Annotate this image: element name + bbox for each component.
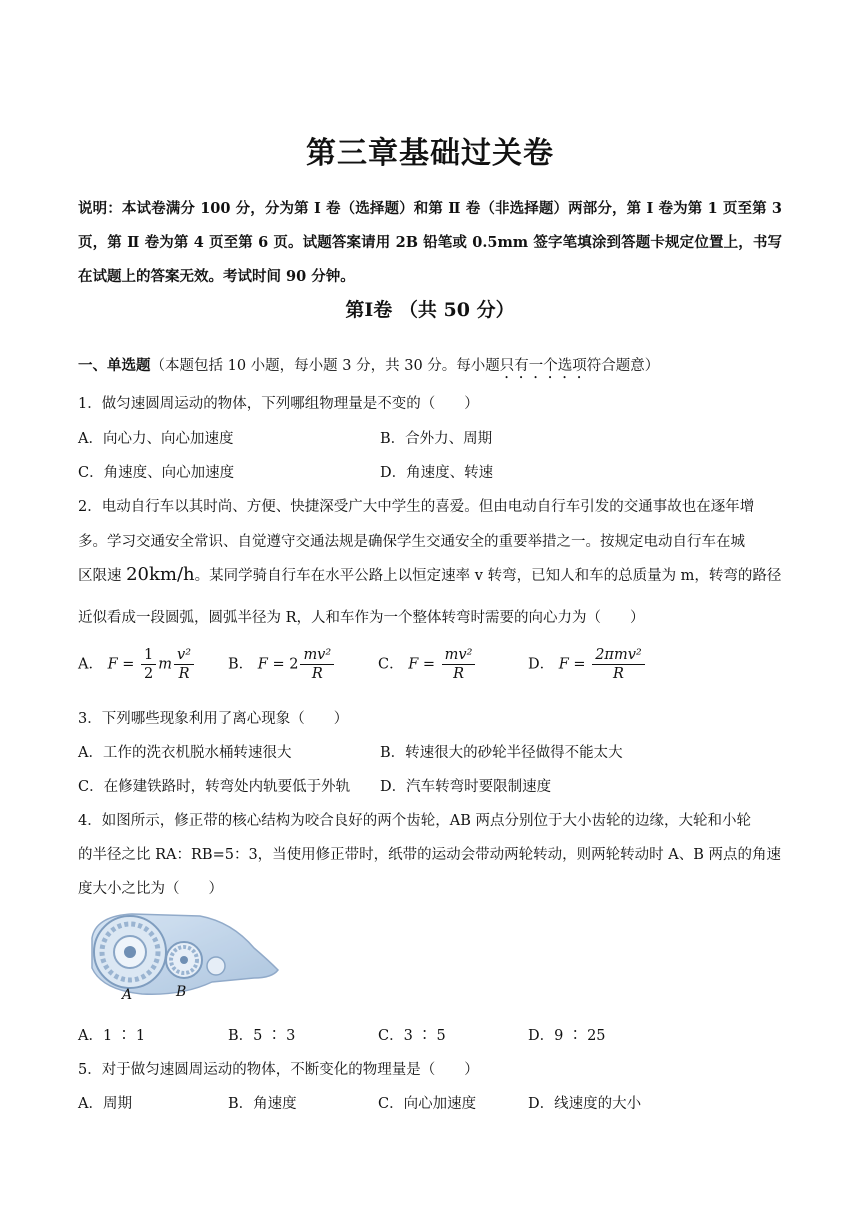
q2-option-b[interactable]: B． F = 2 $\frac{\text{mv²}}{R}$	[228, 646, 336, 683]
q5-stem: 5．对于做匀速圆周运动的物体，不断变化的物理量是（ ）	[78, 1062, 479, 1078]
q3-stem: 3．下列哪些现象利用了离心现象（ ）	[78, 711, 349, 727]
q4-option-c[interactable]: C．3 ∶ 5	[378, 1028, 446, 1044]
q4-option-a[interactable]: A．1 ∶ 1	[78, 1028, 146, 1044]
instructions-note: 说明：本试卷满分 100 分，分为第 Ⅰ 卷（选择题）和第 Ⅱ 卷（非选择题）两部分，第 Ⅰ 卷为第 1 页至第 3 页，第 Ⅱ 卷为第 4 页至第 6 页。试题答案请用 2B 铅笔或 0.5mm 签字笔填涂到答题卡规定位置上，书写在试题上的答案无效。考试时间 90 分钟。	[78, 200, 782, 285]
q5-option-d[interactable]: D．线速度的大小	[528, 1096, 642, 1112]
volume-title: 第Ⅰ卷 （共 50 分）	[345, 299, 515, 321]
q3-option-c[interactable]: C．在修建铁路时，转弯处内轨要低于外轨	[78, 779, 351, 795]
q2-a-fraction-2: $\frac{\text{v²}}{R}$	[174, 646, 194, 683]
section-desc-emphasis: 只有一个选项	[499, 358, 587, 374]
q2-line-3a: 区限速	[78, 568, 127, 584]
q2-option-d[interactable]: D． F = $\frac{\text{2πmv²}}{R}$	[528, 646, 647, 683]
q2-c-fraction: $\frac{\text{mv²}}{R}$	[442, 646, 476, 683]
q1-option-d[interactable]: D．角速度、转速	[380, 465, 494, 481]
q1-option-b[interactable]: B．合外力、周期	[380, 431, 493, 447]
q2-line-3	[78, 564, 781, 585]
q3-option-b[interactable]: B．转速很大的砂轮半径做得不能太大	[380, 745, 623, 761]
q4-line-2: 的半径之比 RA：RB=5：3，当使用修正带时，纸带的运动会带动两轮转动，则两轮转动时 A、B 两点的角速	[78, 847, 782, 863]
section-header	[78, 354, 659, 382]
q1-option-c[interactable]: C．角速度、向心加速度	[78, 465, 235, 481]
q2-option-a[interactable]: A． F = $\frac{1}{2}$ m $\frac{\text{v²}}{R}$	[78, 646, 196, 683]
q5-option-b[interactable]: B．角速度	[228, 1096, 297, 1112]
q2-line-2: 多。学习交通安全常识、自觉遵守交通法规是确保学生交通安全的重要举措之一。按规定电动自行车在城	[78, 534, 745, 550]
section-desc-a: （本题包括 10 小题，每小题 3 分，共 30 分。每小题	[150, 358, 500, 374]
q2-line-1: 2．电动自行车以其时尚、方便、快捷深受广大中学生的喜爱。但由电动自行车引发的交通事故也在逐年增	[78, 499, 755, 515]
q4-option-d[interactable]: D．9 ∶ 25	[528, 1028, 606, 1044]
q2-b-fraction: $\frac{\text{mv²}}{R}$	[300, 646, 334, 683]
q4-line-3: 度大小之比为（ ）	[78, 881, 223, 897]
section-desc-b: 符合题意）	[586, 358, 660, 374]
section-head: 一、单选题	[78, 357, 151, 374]
q1-stem: 1．做匀速圆周运动的物体，下列哪组物理量是不变的（ ）	[78, 396, 479, 412]
q2-d-fraction: $\frac{\text{2πmv²}}{R}$	[592, 646, 645, 683]
q4-option-b[interactable]: B．5 ∶ 3	[228, 1028, 296, 1044]
q2-line-4: 近似看成一段圆弧，圆弧半径为 R，人和车作为一个整体转弯时需要的向心力为（ ）	[78, 610, 645, 626]
q1-option-a[interactable]: A．向心力、向心加速度	[78, 431, 234, 447]
q3-option-d[interactable]: D．汽车转弯时要限制速度	[380, 779, 552, 795]
q5-option-a[interactable]: A．周期	[78, 1096, 132, 1112]
q2-a-fraction-1: $\frac{1}{2}$	[141, 646, 156, 683]
point-b-label: B	[176, 984, 187, 1000]
q4-line-1: 4．如图所示，修正带的核心结构为咬合良好的两个齿轮，AB 两点分别位于大小齿轮的边缘，大轮和小轮	[78, 813, 751, 829]
q2-speed-limit: 20km/h	[126, 564, 195, 585]
exam-title: 第三章基础过关卷	[306, 136, 554, 171]
q2-option-c[interactable]: C． F = $\frac{\text{mv²}}{R}$	[378, 646, 477, 683]
point-a-label: A	[122, 987, 133, 1003]
q2-line-3b: 。某同学骑自行车在水平公路上以恒定速率 v 转弯，已知人和车的总质量为 m，转弯的路径	[194, 568, 782, 584]
q3-option-a[interactable]: A．工作的洗衣机脱水桶转速很大	[78, 745, 292, 761]
q5-option-c[interactable]: C．向心加速度	[378, 1096, 477, 1112]
